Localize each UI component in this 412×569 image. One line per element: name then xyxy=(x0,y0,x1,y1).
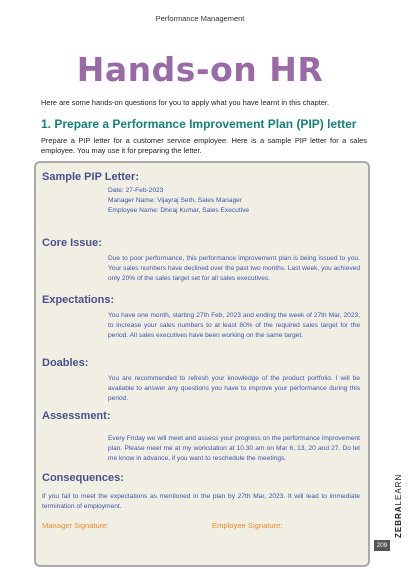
consequences-heading: Consequences: xyxy=(42,472,124,484)
letter-date: Date: 27-Feb-2023 xyxy=(108,187,164,194)
core-issue-text: Due to poor performance, this performance improvement plan is being issued to you. Your sales numbers have declined over the past two months. Last week, you achieved only 20% of the sales target set for all sales executives. xyxy=(108,255,360,282)
expectations-heading: Expectations: xyxy=(42,294,115,306)
brand-learn: LEARN xyxy=(394,473,403,506)
core-issue-heading: Core Issue: xyxy=(42,237,102,249)
letter-manager: Manager Name: Vijayraj Seth, Sales Manager xyxy=(108,197,243,204)
intro-text: Here are some hands-on questions for you to apply what you have learnt in this chapter. xyxy=(41,98,329,107)
letter-employee: Employee Name: Dhiraj Kumar, Sales Executive xyxy=(108,207,250,214)
zebra-learn-logo xyxy=(380,468,403,538)
running-header: Performance Management xyxy=(155,14,245,23)
sample-letter-box xyxy=(34,161,370,567)
page-number: 209 xyxy=(374,540,390,551)
doables-text: You are recommended to refresh your knowledge of the product portfolio. I will be available to answer any questions you have to improve your performance during this period. xyxy=(108,375,360,402)
assessment-heading: Assessment: xyxy=(42,410,111,422)
section-description: Prepare a PIP letter for a customer service employee. Here is a sample PIP letter for a sales employee. You may use it for preparing the letter. xyxy=(41,136,367,155)
brand-zebra: ZEBRA xyxy=(394,505,403,538)
expectations-text: You have one month, starting 27th Feb, 2023 and ending the week of 27th Mar, 2023, to increase your sales numbers to at least 80% of the required sales target for the period. All sales executives have been working on the same target. xyxy=(108,312,360,339)
consequences-text: If you fail to meet the expectations as mentioned in the plan by 27th Mar, 2023. It will lead to immediate termination of employment. xyxy=(42,493,360,510)
doables-heading: Doables: xyxy=(42,357,89,369)
page-title: Hands-on HR xyxy=(76,50,324,89)
assessment-text: Every Friday we will meet and assess your progress on the performance improvement plan. Please meet me at my workstation at 10.30 am on Mar 6, 13, 20 and 27. Do let me know in advance, if you want to reschedule the meetings. xyxy=(108,435,360,462)
employee-signature-label: Employee Signature: xyxy=(212,521,283,530)
manager-signature-label: Manager Signature: xyxy=(42,521,109,530)
section-heading: 1. Prepare a Performance Improvement Plan (PIP) letter xyxy=(41,117,357,131)
letter-heading: Sample PIP Letter: xyxy=(42,171,139,183)
